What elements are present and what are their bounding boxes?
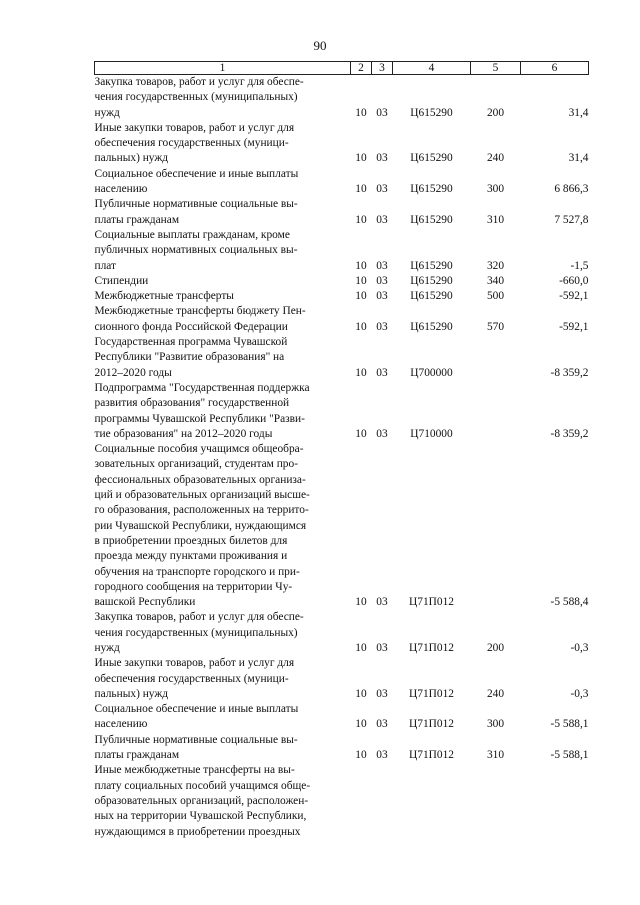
target-article-code: Ц615290 [410,213,453,226]
table-row [95,381,589,442]
target-article-code: Ц615290 [410,290,453,303]
section-code: 10 [355,183,367,196]
subsection-code: 03 [376,427,388,440]
header-col-1: 1 [95,62,351,75]
target-article-code: Ц615290 [410,320,453,333]
expense-type-code: 300 [486,183,505,196]
row-name-line: Публичные нормативные социальные вы- [94,733,298,746]
subsection-code: 03 [376,183,388,196]
amount: -8 359,2 [550,427,589,440]
row-name [95,381,351,442]
table-row [95,335,589,381]
subsection-code: 03 [376,596,388,609]
row-name [95,442,351,610]
expense-type-code: 500 [486,290,505,303]
expense-type-code: 200 [486,106,505,119]
table-row [95,442,589,610]
row-name-line: нужд [94,641,120,654]
row-name-line: нужд [94,106,120,119]
row-name [95,733,351,764]
row-name-line: проезда между пунктами проживания и [94,550,288,563]
row-name [95,121,351,167]
row-name-line: обеспечения государственных (муници- [94,672,289,685]
row-name-line: обучения на транспорте городского и при- [94,565,300,578]
section-code: 10 [355,749,367,762]
section-code: 10 [355,427,367,440]
row-name [95,656,351,702]
row-name-line: чения государственных (муниципальных) [94,91,298,104]
target-article-code: Ц71П012 [409,718,454,731]
row-name-line: платы гражданам [94,749,180,762]
expense-type-code: 310 [486,213,505,226]
amount: -592,1 [559,320,589,333]
subsection-code: 03 [376,718,388,731]
row-name-line: пальных) нужд [94,152,169,165]
target-article-code: Ц615290 [410,106,453,119]
section-code: 10 [355,274,367,287]
amount: -0,3 [570,641,589,654]
table-row [95,75,589,121]
row-name-line: фессиональных образовательных организа- [94,473,306,486]
header-col-6: 6 [521,62,589,75]
row-name-line: вашской Республики [94,596,196,609]
section-code: 10 [355,641,367,654]
subsection-code: 03 [376,641,388,654]
row-name-line: программы Чувашской Республики "Разви- [94,412,305,425]
expense-type-code: 340 [486,274,505,287]
row-name-line: обеспечения государственных (муници- [94,137,289,150]
budget-table [94,61,589,840]
row-name-line: Республики "Развитие образования" на [94,351,285,364]
row-name-line: Иные межбюджетные трансферты на вы- [94,764,295,777]
subsection-code: 03 [376,290,388,303]
table-row [95,167,589,198]
table-row [95,763,589,839]
row-name-line: зовательных организаций, студентам про- [94,458,298,471]
row-name-line: плату социальных пособий учащимся обще- [94,779,311,792]
amount: 6 866,3 [554,183,589,196]
subsection-code: 03 [376,687,388,700]
amount [521,763,589,839]
section-code: 10 [355,687,367,700]
row-name-line: Подпрограмма "Государственная поддержка [94,381,310,394]
row-name [95,228,351,274]
subsection-code: 03 [376,106,388,119]
row-name-line: Социальные пособия учащимся общеобра- [94,443,304,456]
amount: -660,0 [559,274,589,287]
expense-type-code: 310 [486,749,505,762]
subsection-code: 03 [376,259,388,272]
header-col-4: 4 [393,62,471,75]
amount: -1,5 [570,259,589,272]
row-name-line: чения государственных (муниципальных) [94,626,298,639]
row-name-line: ций и образовательных организаций высше- [94,489,310,502]
row-name-line: пальных) нужд [94,687,169,700]
row-name-line: Социальное обеспечение и иные выплаты [94,703,299,716]
section-code: 10 [355,366,367,379]
table-row [95,121,589,167]
subsection-code: 03 [376,749,388,762]
row-name-line: Закупка товаров, работ и услуг для обеспе- [94,76,304,88]
row-name [95,274,351,289]
row-name-line: Закупка товаров, работ и услуг для обеспе- [94,611,304,624]
table-row [95,304,589,335]
amount: 31,4 [568,152,589,165]
table-row [95,289,589,304]
row-name-line: Иные закупки товаров, работ и услуг для [94,121,295,134]
section-code: 10 [355,213,367,226]
target-article-code: Ц71П012 [409,749,454,762]
target-article-code: Ц710000 [410,427,453,440]
row-name [95,763,351,839]
expense-type-code: 200 [486,641,505,654]
row-name-line: образовательных организаций, расположен- [94,794,309,807]
row-name [95,335,351,381]
section-code: 10 [355,106,367,119]
row-name-line: Межбюджетные трансферты [94,290,234,303]
expense-type-code: 300 [486,718,505,731]
expense-type-code: 320 [486,259,505,272]
row-name-line: 2012–2020 годы [94,366,172,379]
expense-type-code: 240 [486,687,505,700]
row-name-line: Государственная программа Чувашской [94,336,288,349]
header-col-2: 2 [351,62,372,75]
expense-type-code [471,381,521,442]
header-col-5: 5 [471,62,521,75]
expense-type-code [471,763,521,839]
amount: -0,3 [570,687,589,700]
expense-type-code [471,335,521,381]
section-code: 10 [355,596,367,609]
row-name [95,610,351,656]
table-row [95,702,589,733]
table-row [95,656,589,702]
amount: -5 588,4 [550,596,589,609]
row-name-line: публичных нормативных социальных вы- [94,244,298,257]
row-name-line: тие образования" на 2012–2020 годы [94,427,273,440]
row-name-line: развития образования" государственной [94,397,290,410]
target-article-code: Ц71П012 [409,687,454,700]
row-name-line: Стипендии [94,274,149,287]
row-name-line: Социальные выплаты гражданам, кроме [94,228,290,241]
row-name [95,304,351,335]
header-col-3: 3 [372,62,393,75]
target-article-code: Ц615290 [410,152,453,165]
table-row [95,733,589,764]
row-name [95,167,351,198]
section-code: 10 [355,718,367,731]
amount: -592,1 [559,290,589,303]
target-article-code [393,763,471,839]
expense-type-code: 570 [486,320,505,333]
expense-type-code [471,442,521,610]
row-name-line: рии Чувашской Республики, нуждающимся [94,519,307,532]
row-name [95,197,351,228]
row-name-line: городного сообщения на территории Чу- [94,580,293,593]
table-body [95,75,589,840]
amount: -5 588,1 [550,718,589,731]
subsection-code: 03 [376,366,388,379]
table-row [95,197,589,228]
row-name-line: сионного фонда Российской Федерации [94,320,288,333]
subsection-code [372,763,393,839]
row-name [95,289,351,304]
target-article-code: Ц615290 [410,274,453,287]
page-number: 90 [313,38,327,53]
row-name-line: платы гражданам [94,213,180,226]
section-code: 10 [355,290,367,303]
amount: 31,4 [568,106,589,119]
table-row [95,274,589,289]
target-article-code: Ц71П012 [409,596,454,609]
row-name-line: населению [94,183,148,196]
section-code: 10 [355,152,367,165]
target-article-code: Ц615290 [410,259,453,272]
section-code: 10 [355,320,367,333]
row-name-line: Социальное обеспечение и иные выплаты [94,167,299,180]
row-name-line: плат [94,259,117,272]
section-code: 10 [355,259,367,272]
amount: -5 588,1 [550,749,589,762]
row-name-line: в приобретении проездных билетов для [94,534,288,547]
row-name [95,75,351,121]
expense-type-code: 240 [486,152,505,165]
subsection-code: 03 [376,213,388,226]
target-article-code: Ц700000 [410,366,453,379]
table-row [95,228,589,274]
target-article-code: Ц615290 [410,183,453,196]
amount: 7 527,8 [554,213,589,226]
subsection-code: 03 [376,320,388,333]
table-row [95,610,589,656]
row-name-line: Иные закупки товаров, работ и услуг для [94,657,295,670]
table-header [95,62,589,75]
row-name [95,702,351,733]
row-name-line: населению [94,718,148,731]
row-name-line: го образования, расположенных на террито- [94,504,309,517]
subsection-code: 03 [376,152,388,165]
row-name-line: ных на территории Чувашской Республики, [94,810,307,823]
row-name-line: Межбюджетные трансферты бюджету Пен- [94,305,306,318]
row-name-line: нуждающимся в приобретении проездных [94,825,301,838]
section-code [351,763,372,839]
row-name-line: Публичные нормативные социальные вы- [94,198,298,211]
target-article-code: Ц71П012 [409,641,454,654]
subsection-code: 03 [376,274,388,287]
amount: -8 359,2 [550,366,589,379]
